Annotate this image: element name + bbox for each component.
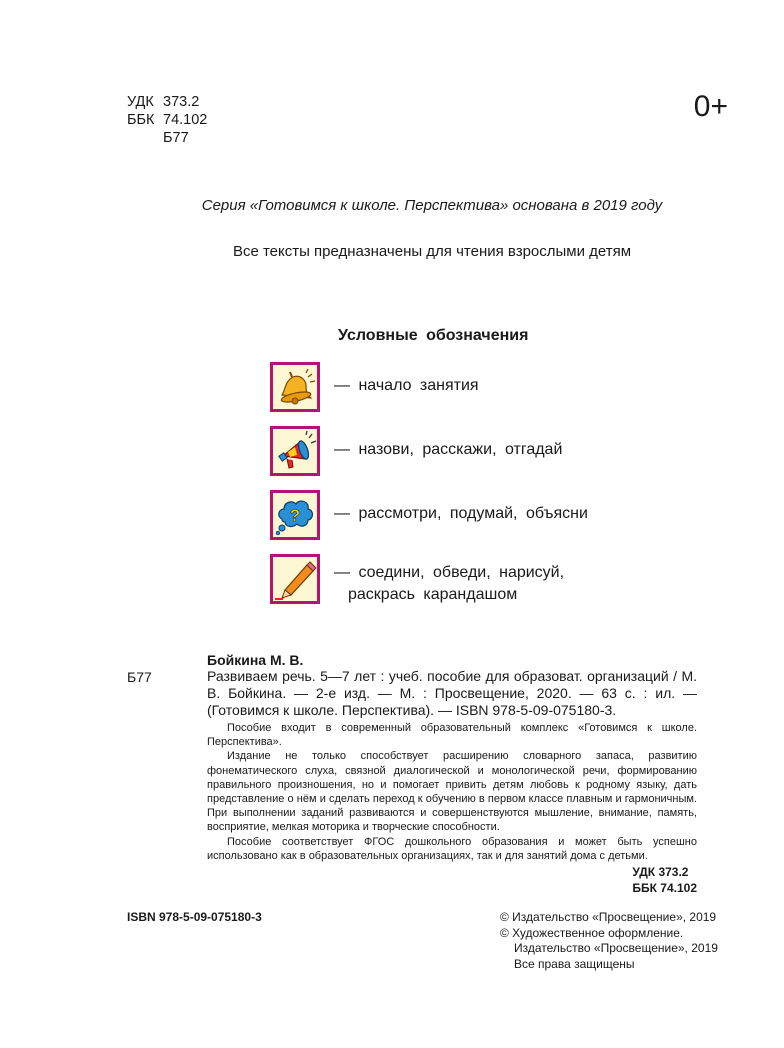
question-cloud-icon — [273, 493, 317, 537]
isbn: ISBN 978-5-09-075180-3 — [127, 910, 262, 924]
pencil-icon — [273, 557, 317, 601]
svg-text:?: ? — [289, 506, 301, 525]
bibliography-description: Развиваем речь. 5—7 лет : учеб. пособие для образоват. организаций / М. В. Бойкина. — 2-е изд. — М. : Просвещение, 2020. — 63 с. : ил. — (Готовимся к школе. Перспектива). — ISBN 978-5-09-075180-3. — [207, 668, 697, 718]
legend-icon-box-pencil — [270, 554, 320, 604]
copyright-block — [500, 910, 718, 972]
bibliography-code: Б77 — [127, 669, 152, 685]
bibliography-bbk: ББК 74.102 — [632, 881, 697, 895]
copyright-line: © Художественное оформление. — [500, 925, 684, 940]
bbk-value: 74.102 — [163, 112, 208, 128]
annotation — [207, 721, 697, 863]
legend-text-line2: раскрась карандашом — [348, 586, 518, 603]
legend-icon-box-question — [270, 490, 320, 540]
annotation-paragraph: Пособие соответствует ФГОС дошкольного образования и может быть успешно использовано как в образовательных организациях, так и для занятий дома с детьми. — [207, 835, 697, 862]
legend-icon-box-megaphone — [270, 426, 320, 476]
legend-text-line1: — соедини, обведи, нарисуй, — [334, 564, 565, 581]
bibliography-codes — [632, 864, 697, 896]
annotation-paragraph: Издание не только способствует расширению словарного запаса, развитию фонематического слуха, связной диалогической и монологической речи, формированию правильного произношения, но и помогает привить детям любовь к родному языку, дать представление о нём и сделать переход к обучению в первом классе плавным и гармоничным. При выполнении заданий развиваются и совершенствуются мышление, внимание, память, восприятие, мелкая моторика и творческие способности. — [207, 750, 697, 834]
author-mark: Б77 — [163, 130, 189, 146]
legend-text-connect-color — [334, 562, 564, 606]
megaphone-icon — [273, 429, 317, 473]
annotation-paragraph: Пособие входит в современный образовательный комплекс «Готовимся к школе. Перспектива». — [207, 722, 697, 749]
legend-text-start: — начало занятия — [334, 377, 479, 394]
udk-label: УДК — [127, 94, 154, 110]
udk-value: 373.2 — [163, 94, 200, 110]
legend-text-name-tell-guess: — назови, расскажи, отгадай — [334, 441, 563, 458]
bibliography-author: Бойкина М. В. — [207, 652, 304, 668]
legend-text-look-think-explain: — рассмотри, подумай, объясни — [334, 505, 588, 522]
classification-codes — [127, 93, 207, 147]
copyright-line: © Издательство «Просвещение», 2019 — [500, 910, 717, 924]
series-note: Серия «Готовимся к школе. Перспектива» основана в 2019 году — [201, 197, 663, 214]
copyright-line: Все права защищены — [514, 956, 635, 971]
legend-title: Условные обозначения — [338, 327, 529, 344]
legend-icon-box-bell — [270, 362, 320, 412]
copyright-line: Издательство «Просвещение», 2019 — [514, 941, 718, 955]
bbk-label: ББК — [127, 112, 155, 128]
bell-icon — [273, 365, 317, 409]
reading-note: Все тексты предназначены для чтения взрослыми детям — [232, 243, 632, 260]
age-rating: 0+ — [693, 90, 728, 123]
bibliography-udk: УДК 373.2 — [632, 865, 689, 879]
